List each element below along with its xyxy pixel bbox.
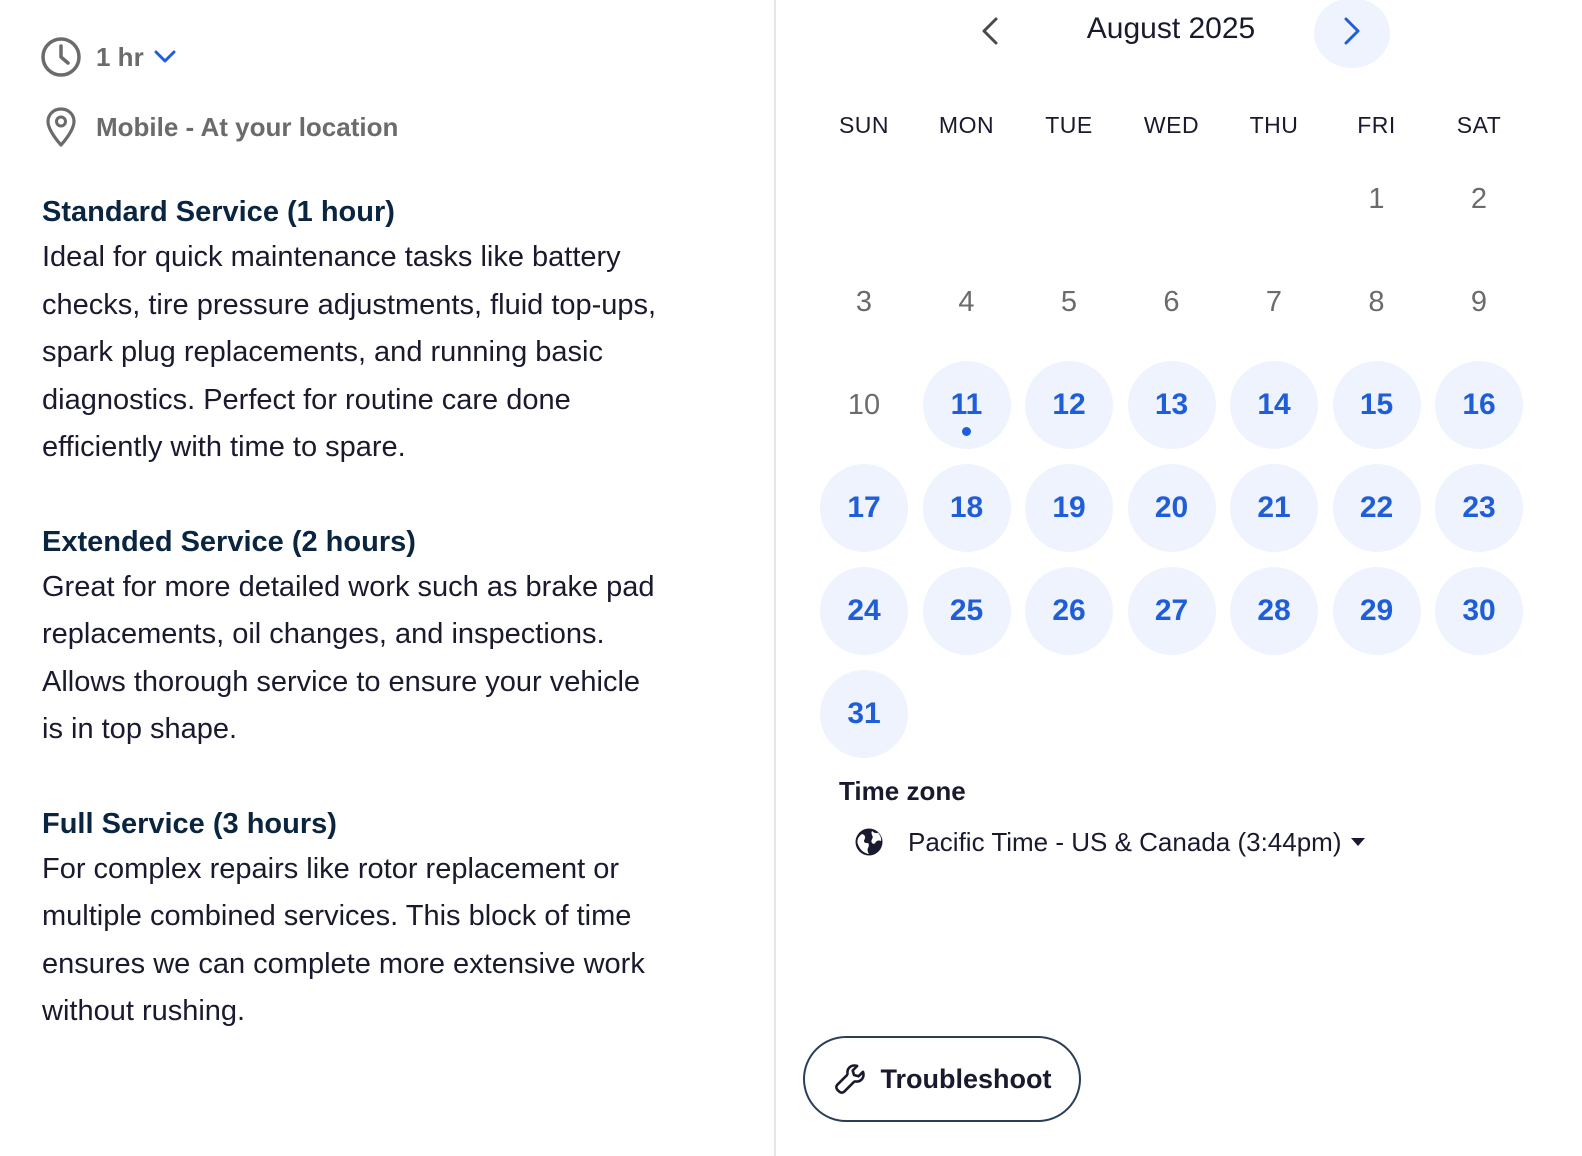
- service-line: spark plug replacements, and running basic: [42, 336, 603, 368]
- timezone-selector[interactable]: [854, 826, 1366, 858]
- globe-icon: [854, 826, 886, 858]
- calendar-day-available[interactable]: 20: [1128, 464, 1216, 552]
- location-info: [40, 106, 398, 148]
- weekday-label: SAT: [1456, 112, 1502, 138]
- weekday-label: SUN: [838, 112, 890, 138]
- calendar-day: 8: [1368, 285, 1385, 318]
- service-title: Standard Service (1 hour): [42, 196, 395, 228]
- duration-selector[interactable]: [40, 36, 176, 78]
- calendar-day: 3: [855, 285, 873, 318]
- location-label: Mobile - At your location: [96, 111, 399, 142]
- service-line: checks, tire pressure adjustments, fluid top-ups,: [42, 288, 657, 321]
- weekday-label: MON: [938, 112, 995, 138]
- service-block: [42, 802, 742, 1036]
- calendar-day: 10: [847, 388, 881, 421]
- calendar-day-available[interactable]: 16: [1435, 361, 1523, 449]
- timezone-value: Pacific Time - US & Canada (3:44pm): [908, 826, 1342, 857]
- service-title: Extended Service (2 hours): [42, 525, 416, 558]
- calendar-day-available[interactable]: 24: [820, 567, 908, 655]
- calendar-day-available[interactable]: 28: [1230, 567, 1318, 655]
- calendar-day: 7: [1265, 285, 1283, 318]
- troubleshoot-button[interactable]: [803, 1036, 1081, 1122]
- calendar-day-available[interactable]: 21: [1230, 464, 1318, 552]
- service-line: replacements, oil changes, and inspections.: [42, 618, 605, 650]
- calendar-day-available[interactable]: 14: [1230, 361, 1318, 449]
- calendar-panel: [776, 0, 1582, 1156]
- calendar-day: 6: [1163, 285, 1180, 318]
- calendar-day-available[interactable]: 17: [820, 464, 908, 552]
- month-navigation: [776, 0, 1582, 66]
- calendar-day-available[interactable]: 12: [1025, 361, 1113, 449]
- service-block: [42, 520, 742, 754]
- calendar-day: 9: [1470, 285, 1488, 318]
- calendar-day-available[interactable]: 13: [1128, 361, 1216, 449]
- weekday-label: THU: [1249, 112, 1299, 138]
- calendar-day-available[interactable]: 18: [923, 464, 1011, 552]
- today-indicator: [962, 427, 971, 436]
- caret-down-icon: [1350, 837, 1366, 847]
- service-line: without rushing.: [42, 995, 246, 1027]
- troubleshoot-label: Troubleshoot: [880, 1063, 1052, 1094]
- calendar-day-available[interactable]: 29: [1333, 567, 1421, 655]
- weekday-label: TUE: [1045, 112, 1093, 138]
- service-line: ensures we can complete more extensive work: [42, 947, 645, 980]
- clock-icon: [40, 36, 82, 78]
- service-line: diagnostics. Perfect for routine care done: [42, 383, 571, 416]
- calendar-day-available[interactable]: 22: [1333, 464, 1421, 552]
- month-title: August 2025: [1086, 12, 1256, 45]
- weekday-label: FRI: [1357, 112, 1396, 138]
- calendar-day: 4: [958, 285, 975, 318]
- service-line: efficiently with time to spare.: [42, 431, 406, 463]
- calendar-day: 1: [1368, 182, 1385, 215]
- service-title: Full Service (3 hours): [42, 807, 337, 840]
- calendar-day-available[interactable]: 26: [1025, 567, 1113, 655]
- previous-month-button[interactable]: [952, 0, 1028, 68]
- calendar-day: 2: [1470, 182, 1488, 215]
- service-line: For complex repairs like rotor replacement or: [42, 852, 619, 885]
- calendar-day-available[interactable]: 31: [820, 670, 908, 758]
- service-line: Great for more detailed work such as brake pad: [42, 570, 655, 603]
- service-line: is in top shape.: [42, 713, 238, 745]
- calendar-day-available[interactable]: 19: [1025, 464, 1113, 552]
- calendar-day-available[interactable]: 23: [1435, 464, 1523, 552]
- next-month-button[interactable]: [1314, 0, 1390, 68]
- timezone-label: Time zone: [839, 776, 966, 806]
- service-block: [42, 190, 742, 472]
- service-line: Ideal for quick maintenance tasks like battery: [42, 241, 621, 273]
- duration-label: 1 hr: [96, 41, 144, 72]
- service-line: multiple combined services. This block of time: [42, 900, 632, 932]
- chevron-right-icon: [1342, 16, 1362, 51]
- calendar-day-available[interactable]: 30: [1435, 567, 1523, 655]
- map-pin-icon: [40, 106, 82, 148]
- service-descriptions: [42, 190, 742, 1084]
- calendar-day-available[interactable]: 27: [1128, 567, 1216, 655]
- calendar-day: 5: [1060, 285, 1078, 318]
- weekday-label: WED: [1143, 112, 1200, 138]
- calendar-day-available[interactable]: 11: [923, 361, 1011, 449]
- calendar-day-available[interactable]: 25: [923, 567, 1011, 655]
- chevron-down-icon[interactable]: [154, 50, 176, 64]
- event-details-panel: [0, 0, 774, 1156]
- wrench-icon: [833, 1062, 867, 1096]
- service-line: Allows thorough service to ensure your vehicle: [42, 665, 641, 698]
- chevron-left-icon: [980, 16, 1000, 51]
- calendar-day-available[interactable]: 15: [1333, 361, 1421, 449]
